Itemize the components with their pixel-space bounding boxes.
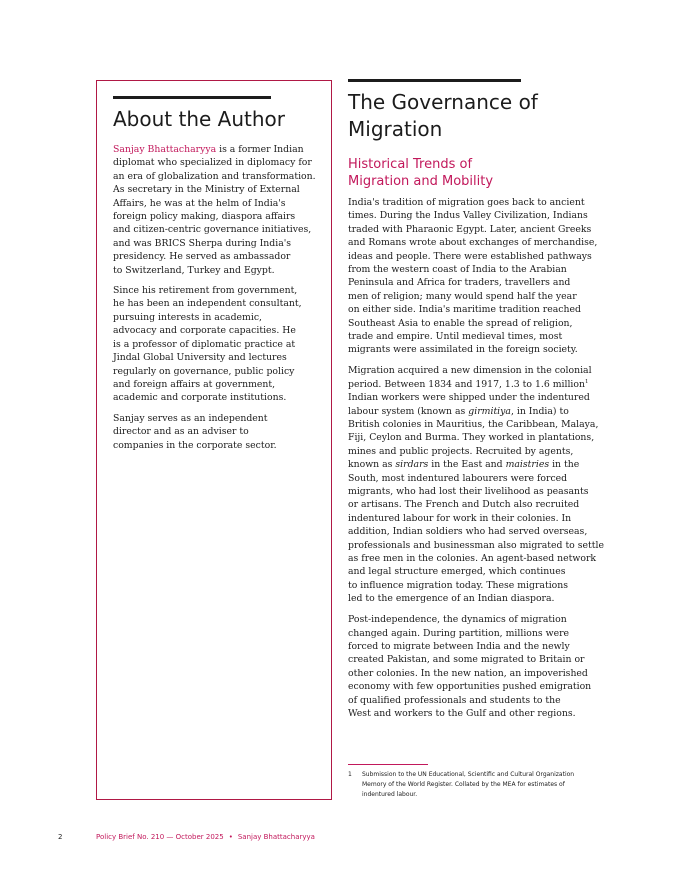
article-paragraph-2: Migration acquired a new dimension in the colonial period. Between 1834 and 1917, 1.3 to 1.6 million$^1$ Indian workers were shipped under the indentured labour system (known as girmitiya, in India) to British colonies in Mauritius, the Caribbean, Malaya, Fiji, Ceylon and Burma. They worked in plantations, mines and public projects. Recruited by agents, known as sirdars in the East and maistries in the South, most indentured labourers were forced migrants, who had lost their livelihood as peasants or artisans. The French and Dutch also recruited indentured labour for work in their colonies. In addition, Indian soldiers who had served overseas, professionals and businessman also migrated to settle as free men in the colonies. An agent-based network and legal structure emerged, which continues to influence migration today. These migrations led to the emergence of an Indian diaspora. — [348, 365, 604, 605]
about-author-title: About the Author — [113, 107, 286, 131]
article-body — [348, 196, 604, 728]
author-name: Sanjay Bhattacharyya — [113, 144, 217, 155]
running-footer — [96, 832, 315, 842]
about-paragraph-3: Sanjay serves as an independent director and as an adviser to companies in the corporate sector. — [113, 412, 277, 451]
footnote-text: Submission to the UN Educational, Scientific and Cultural Organization Memory of the World Register. Collated by the MEA for estimates of indentured labour. — [362, 771, 575, 798]
about-author-text — [113, 143, 318, 459]
footnote-divider — [348, 764, 428, 765]
footer-author: Sanjay Bhattacharyya — [237, 833, 315, 841]
about-paragraph-1: Sanjay Bhattacharyya is a former Indian diplomat who specialized in diplomacy for an era of globalization and transformation. As secretary in the Ministry of External Affairs, he was at the helm of India's foreign policy making, diaspora affairs and citizen-centric governance initiatives, and was BRICS Sherpa during India's presidency. He served as ambassador to Switzerland, Turkey and Egypt. — [113, 144, 316, 276]
about-paragraph-2: Since his retirement from government, he has been an independent consultant, pursuing interests in academic, advocacy and corporate capacities. He is a professor of diplomatic practice at Jindal Global University and lectures regularly on governance, public policy and foreign affairs at government, academic and corporate institutions. — [113, 285, 302, 404]
article-paragraph-3: Post-independence, the dynamics of migration changed again. During partition, millions were forced to migrate between India and the newly created Pakistan, and some migrated to Britain or other colonies. In the new nation, an impoverished economy with few opportunities pushed emigration of qualified professionals and students to the West and workers to the Gulf and other regions. — [348, 614, 592, 720]
page-number: 2 — [58, 833, 63, 841]
footer-bullet: • — [228, 833, 233, 841]
footnote-number: 1 — [348, 771, 352, 778]
footnote-reference[interactable]: 1 — [585, 378, 589, 385]
section-heading: Historical Trends of Migration and Mobility — [348, 157, 494, 189]
article-title-rule — [348, 79, 521, 82]
publication-label: Policy Brief No. 210 — October 2025 — [96, 833, 224, 841]
about-title-rule — [113, 96, 271, 99]
article-title: The Governance of Migration — [348, 90, 538, 141]
article-paragraph-1: India's tradition of migration goes back to ancient times. During the Indus Valley Civilization, Indians traded with Pharaonic Egypt. Later, ancient Greeks and Romans wrote about exchanges of merchandise, ideas and people. There were established pathways from the western coast of India to the Arabian Peninsula and Africa for traders, travellers and men of religion; many would spend half the year on either side. India's maritime tradition reached Southeast Asia to enable the spread of religion, trade and empire. Until medieval times, most migrants were assimilated in the foreign society. — [348, 197, 598, 356]
